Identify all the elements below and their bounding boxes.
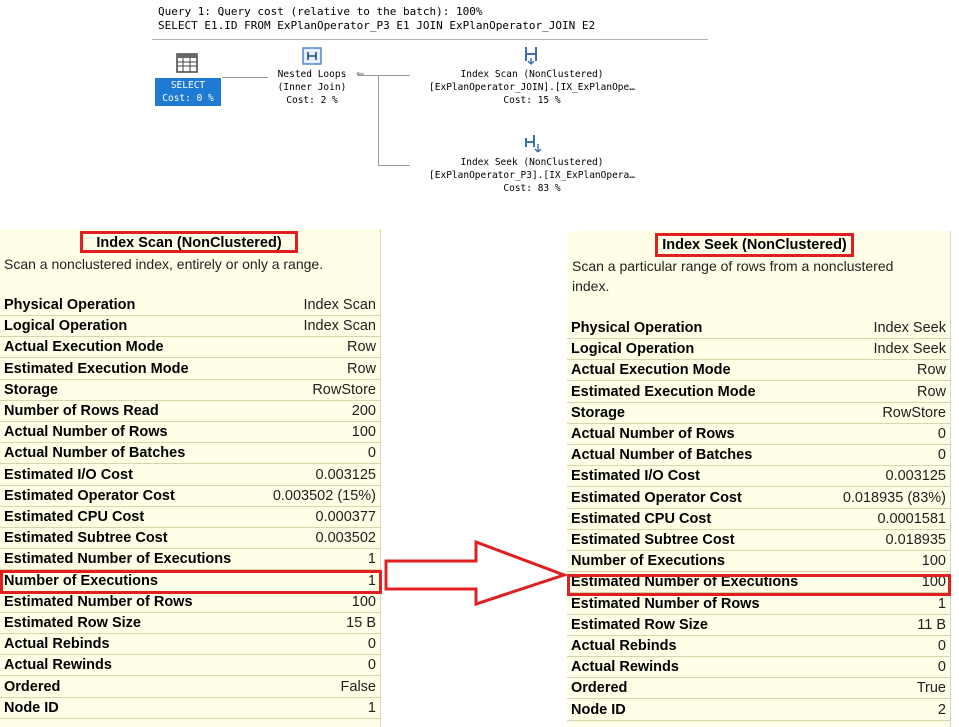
query-cost-line: Query 1: Query cost (relative to the batch): 100% (158, 5, 483, 18)
scan-property-row (0, 677, 380, 698)
seek-property-key: Estimated Number of Rows (571, 595, 760, 612)
seek-tooltip-title: Index Seek (NonClustered) (655, 233, 854, 257)
select-table-icon (176, 53, 198, 73)
scan-property-row (0, 655, 380, 676)
scan-property-row (0, 465, 380, 486)
seek-property-value: 0.018935 (885, 532, 946, 548)
connector-loops-seek-v (378, 75, 379, 165)
scan-property-row (0, 698, 380, 719)
scan-property-key: Node ID (4, 699, 59, 716)
seek-property-key: Estimated CPU Cost (571, 510, 712, 527)
scan-property-value: 0.003502 (315, 530, 376, 547)
select-node-label[interactable] (155, 78, 221, 106)
scan-property-row (0, 316, 380, 337)
seek-property-value: 100 (921, 574, 946, 591)
index-seek-cost: Cost: 83 % (503, 183, 561, 194)
seek-property-value: 1 (937, 595, 946, 612)
seek-property-row (567, 678, 950, 699)
scan-property-key: Actual Rebinds (4, 636, 110, 653)
scan-property-key: Actual Rewinds (4, 657, 112, 674)
seek-property-key: Estimated Operator Cost (571, 489, 742, 506)
seek-property-row (567, 424, 950, 445)
seek-property-key: Estimated Subtree Cost (571, 532, 735, 548)
scan-property-row (0, 359, 380, 380)
seek-property-key: Estimated Row Size (571, 616, 708, 633)
seek-property-value: Row (916, 383, 946, 400)
scan-property-value: 0 (367, 445, 376, 462)
seek-property-value: 0 (937, 659, 946, 676)
scan-property-row (0, 337, 380, 358)
scan-property-value: 0.003125 (315, 466, 376, 483)
scan-property-row (0, 295, 380, 316)
select-cost: Cost: 0 % (162, 93, 214, 104)
seek-property-key: Ordered (571, 680, 628, 697)
select-label: SELECT (170, 80, 206, 91)
scan-property-key: Estimated Row Size (4, 615, 141, 631)
seek-property-row (567, 530, 950, 551)
scan-property-row (0, 613, 380, 634)
index-seek-node[interactable] (412, 132, 652, 195)
seek-property-value: 0.003125 (885, 468, 946, 485)
seek-property-key: Actual Number of Batches (571, 447, 753, 464)
seek-property-row (567, 700, 950, 721)
nested-loops-node[interactable] (266, 46, 358, 107)
seek-tooltip-description (572, 256, 942, 296)
scan-property-value: False (340, 678, 376, 695)
index-scan-icon (522, 44, 542, 66)
scan-property-key: Estimated Subtree Cost (4, 530, 168, 547)
scan-property-value: 100 (351, 424, 376, 441)
scan-property-key: Estimated Execution Mode (4, 360, 189, 377)
seek-property-value: RowStore (882, 404, 946, 421)
seek-property-key: Actual Number of Rows (571, 426, 735, 442)
seek-property-row (567, 615, 950, 636)
scan-property-row (0, 380, 380, 401)
scan-property-value: 0 (367, 636, 376, 653)
nested-loops-cost: Cost: 2 % (286, 95, 338, 106)
scan-property-row (0, 592, 380, 613)
scan-property-value: 1 (367, 699, 376, 716)
seek-property-value: Index Seek (873, 320, 946, 336)
scan-property-key: Estimated Operator Cost (4, 487, 175, 504)
seek-property-key: Number of Executions (571, 553, 725, 570)
seek-property-row (567, 636, 950, 657)
scan-property-row (0, 507, 380, 528)
seek-property-row (567, 657, 950, 678)
seek-property-row (567, 360, 950, 381)
seek-property-row (567, 551, 950, 572)
seek-property-value: 0 (937, 447, 946, 464)
seek-property-row (567, 572, 950, 593)
scan-property-row (0, 634, 380, 655)
scan-property-value: 200 (351, 403, 376, 419)
seek-property-value: Row (916, 362, 946, 379)
scan-property-row (0, 422, 380, 443)
scan-property-value: Index Scan (303, 318, 376, 335)
scan-property-value: RowStore (312, 381, 376, 398)
seek-property-row (567, 403, 950, 424)
scan-property-key: Estimated Number of Executions (4, 551, 232, 568)
seek-property-key: Actual Rebinds (571, 638, 677, 654)
scan-property-row (0, 443, 380, 464)
scan-property-row (0, 549, 380, 570)
seek-property-row (567, 466, 950, 487)
seek-property-value: 0 (937, 638, 946, 654)
scan-property-value: 1 (367, 551, 376, 568)
scan-property-value: 100 (351, 593, 376, 610)
index-seek-icon (522, 132, 542, 154)
seek-property-value: 0 (937, 426, 946, 442)
comparison-arrow-icon (384, 539, 568, 607)
scan-property-key: Number of Executions (4, 572, 158, 589)
scan-property-key: Number of Rows Read (4, 403, 159, 419)
scan-property-row (0, 571, 380, 592)
scan-property-row (0, 528, 380, 549)
scan-property-key: Physical Operation (4, 297, 136, 313)
scan-property-value: Row (346, 339, 376, 356)
scan-property-row (0, 486, 380, 507)
index-scan-cost: Cost: 15 % (503, 95, 561, 106)
index-scan-tooltip (0, 229, 381, 727)
scan-property-key: Logical Operation (4, 318, 128, 335)
seek-property-key: Estimated Number of Executions (571, 574, 799, 591)
seek-property-key: Node ID (571, 701, 626, 718)
seek-property-row (567, 594, 950, 615)
nested-loops-sub: (Inner Join) (277, 82, 347, 93)
scan-property-value: Row (346, 360, 376, 377)
scan-tooltip-description: Scan a nonclustered index, entirely or only a range. (4, 256, 324, 272)
scan-tooltip-title: Index Scan (NonClustered) (80, 231, 298, 253)
query-header (152, 2, 708, 40)
seek-property-key: Logical Operation (571, 341, 695, 358)
scan-property-row (0, 401, 380, 422)
connector-loops-seek-h (378, 165, 410, 166)
seek-property-value: True (916, 680, 946, 697)
nested-loops-icon (301, 46, 323, 66)
scan-property-value: 0 (367, 657, 376, 674)
seek-property-row (567, 339, 950, 360)
seek-property-value: 0.0001581 (877, 510, 946, 527)
seek-property-row (567, 318, 950, 339)
query-sql-line: SELECT E1.ID FROM ExPlanOperator_P3 E1 JOIN ExPlanOperator_JOIN E2 (158, 19, 596, 32)
scan-property-key: Actual Number of Batches (4, 445, 186, 462)
scan-property-key: Actual Number of Rows (4, 424, 168, 441)
scan-property-value: 0.003502 (15%) (272, 487, 376, 504)
seek-property-key: Estimated I/O Cost (571, 468, 700, 485)
scan-property-key: Estimated I/O Cost (4, 466, 133, 483)
seek-property-row (567, 382, 950, 403)
index-seek-object: [ExPlanOperator_P3].[IX_ExPlanOpera… (429, 170, 635, 181)
seek-property-value: 2 (937, 701, 946, 718)
seek-property-key: Estimated Execution Mode (571, 383, 756, 400)
seek-property-value: 100 (921, 553, 946, 570)
scan-property-value: 1 (367, 572, 376, 589)
seek-property-row (567, 509, 950, 530)
connector-loops-scan (358, 75, 410, 76)
seek-property-key: Actual Rewinds (571, 659, 679, 676)
index-scan-node[interactable] (412, 44, 652, 107)
seek-property-row (567, 445, 950, 466)
seek-property-value: 11 B (917, 616, 946, 633)
scan-property-key: Ordered (4, 678, 61, 695)
scan-property-key: Storage (4, 381, 58, 398)
scan-property-key: Actual Execution Mode (4, 339, 164, 356)
index-scan-object: [ExPlanOperator_JOIN].[IX_ExPlanOpe… (429, 82, 635, 93)
seek-property-key: Storage (571, 404, 625, 421)
seek-property-key: Physical Operation (571, 320, 703, 336)
index-seek-tooltip (567, 231, 951, 727)
seek-description-line2: index. (572, 278, 610, 294)
seek-property-key: Actual Execution Mode (571, 362, 731, 379)
index-scan-label: Index Scan (NonClustered) (460, 69, 604, 80)
index-seek-label: Index Seek (NonClustered) (460, 157, 604, 168)
scan-property-value: Index Scan (303, 297, 376, 313)
seek-property-value: 0.018935 (83%) (842, 489, 946, 506)
nested-loops-label: Nested Loops (277, 69, 347, 80)
seek-property-value: Index Seek (873, 341, 946, 358)
seek-description-line1: Scan a particular range of rows from a nonclustered (572, 258, 894, 274)
seek-property-row (567, 488, 950, 509)
scan-property-value: 15 B (346, 615, 376, 631)
connector-select-loops (222, 77, 268, 78)
arrow-into-loops-icon: ⇐ (356, 69, 365, 80)
scan-property-key: Estimated Number of Rows (4, 593, 193, 610)
scan-property-value: 0.000377 (315, 509, 376, 525)
scan-property-key: Estimated CPU Cost (4, 509, 145, 525)
